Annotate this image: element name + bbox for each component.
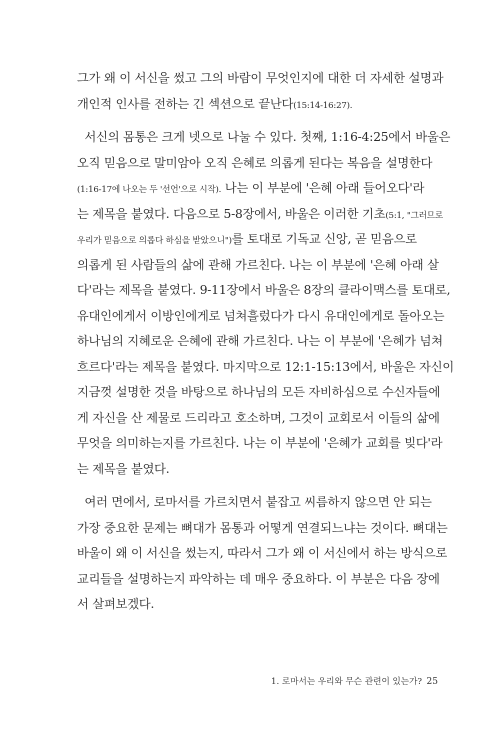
paragraph-3 bbox=[77, 490, 448, 618]
text-line: 는 제목을 붙였다. bbox=[77, 461, 170, 476]
text-line: 오직 믿음으로 말미암아 오직 은혜로 의롭게 된다는 복음을 설명한다 bbox=[77, 155, 433, 170]
text-line: (1:16-17에 나오는 두 '선언'으로 시작). 나는 이 부분에 '은혜 아래 들어오다'라 bbox=[77, 181, 425, 195]
paragraph-1 bbox=[77, 66, 444, 117]
text-line: 의롭게 된 사람들의 삶에 관해 가르친다. 나는 이 부분에 '은혜 아래 살 bbox=[77, 257, 439, 272]
running-footer-chapter: 1. 로마서는 우리와 무슨 관련이 있는가? bbox=[271, 677, 422, 687]
text-line: 여러 면에서, 로마서를 가르치면서 붙잡고 씨름하지 않으면 안 되는 bbox=[84, 495, 432, 509]
text-line: 흐르다'라는 제목을 붙였다. 마지막으로 12:1-15:13에서, 바울은 자신이 bbox=[77, 359, 455, 374]
text-line: 가장 중요한 문제는 뼈대가 몸통과 어떻게 연결되느냐는 것이다. 뼈대는 bbox=[77, 520, 448, 535]
text-line: 지금껏 설명한 것을 바탕으로 하나님의 모든 자비하심으로 수신자들에 bbox=[77, 385, 441, 399]
text-line: 유대인에게서 이방인에게로 넘쳐흘렀다가 다시 유대인에게로 돌아오는 bbox=[77, 308, 445, 323]
text-line: 우리가 믿음으로 의롭다 하심을 받았으니")를 토대로 기독교 신앙, 곧 믿음으로 bbox=[77, 232, 417, 246]
text-line: 하나님의 지혜로운 은혜에 관해 가르친다. 나는 이 부분에 '은혜가 넘쳐 bbox=[77, 334, 443, 348]
page-number: 25 bbox=[426, 677, 438, 687]
text-line: 교리들을 설명하는지 파악하는 데 매우 중요하다. 이 부분은 다음 장에 bbox=[77, 571, 440, 586]
text-line: 무엇을 의미하는지를 가르친다. 나는 이 부분에 '은혜가 교회를 빚다'라 bbox=[77, 436, 443, 450]
page-footer bbox=[0, 672, 500, 692]
text-line: 다'라는 제목을 붙였다. 9-11장에서 바울은 8장의 클라이맥스를 토대로, bbox=[77, 283, 451, 297]
text-line: 개인적 인사를 전하는 긴 섹션으로 끝난다(15:14-16:27). bbox=[77, 96, 353, 111]
paragraph-2 bbox=[77, 125, 455, 482]
text-line: 서 살펴보겠다. bbox=[77, 597, 155, 611]
text-line: 바울이 왜 이 서신을 썼는지, 따라서 그가 왜 이 서신에서 하는 방식으로 bbox=[77, 546, 448, 560]
body-text bbox=[77, 66, 455, 618]
text-line: 는 제목을 붙였다. 다음으로 5-8장에서, 바울은 이러한 기초(5:1, "그러므로 bbox=[77, 206, 444, 221]
text-line: 그가 왜 이 서신을 썼고 그의 바람이 무엇인지에 대한 더 자세한 설명과 bbox=[77, 71, 444, 85]
text-line: 게 자신을 산 제물로 드리라고 호소하며, 그것이 교회로서 이들의 삶에 bbox=[77, 410, 440, 425]
text-line: 서신의 몸통은 크게 넷으로 나눌 수 있다. 첫째, 1:16-4:25에서 바울은 bbox=[84, 130, 451, 144]
